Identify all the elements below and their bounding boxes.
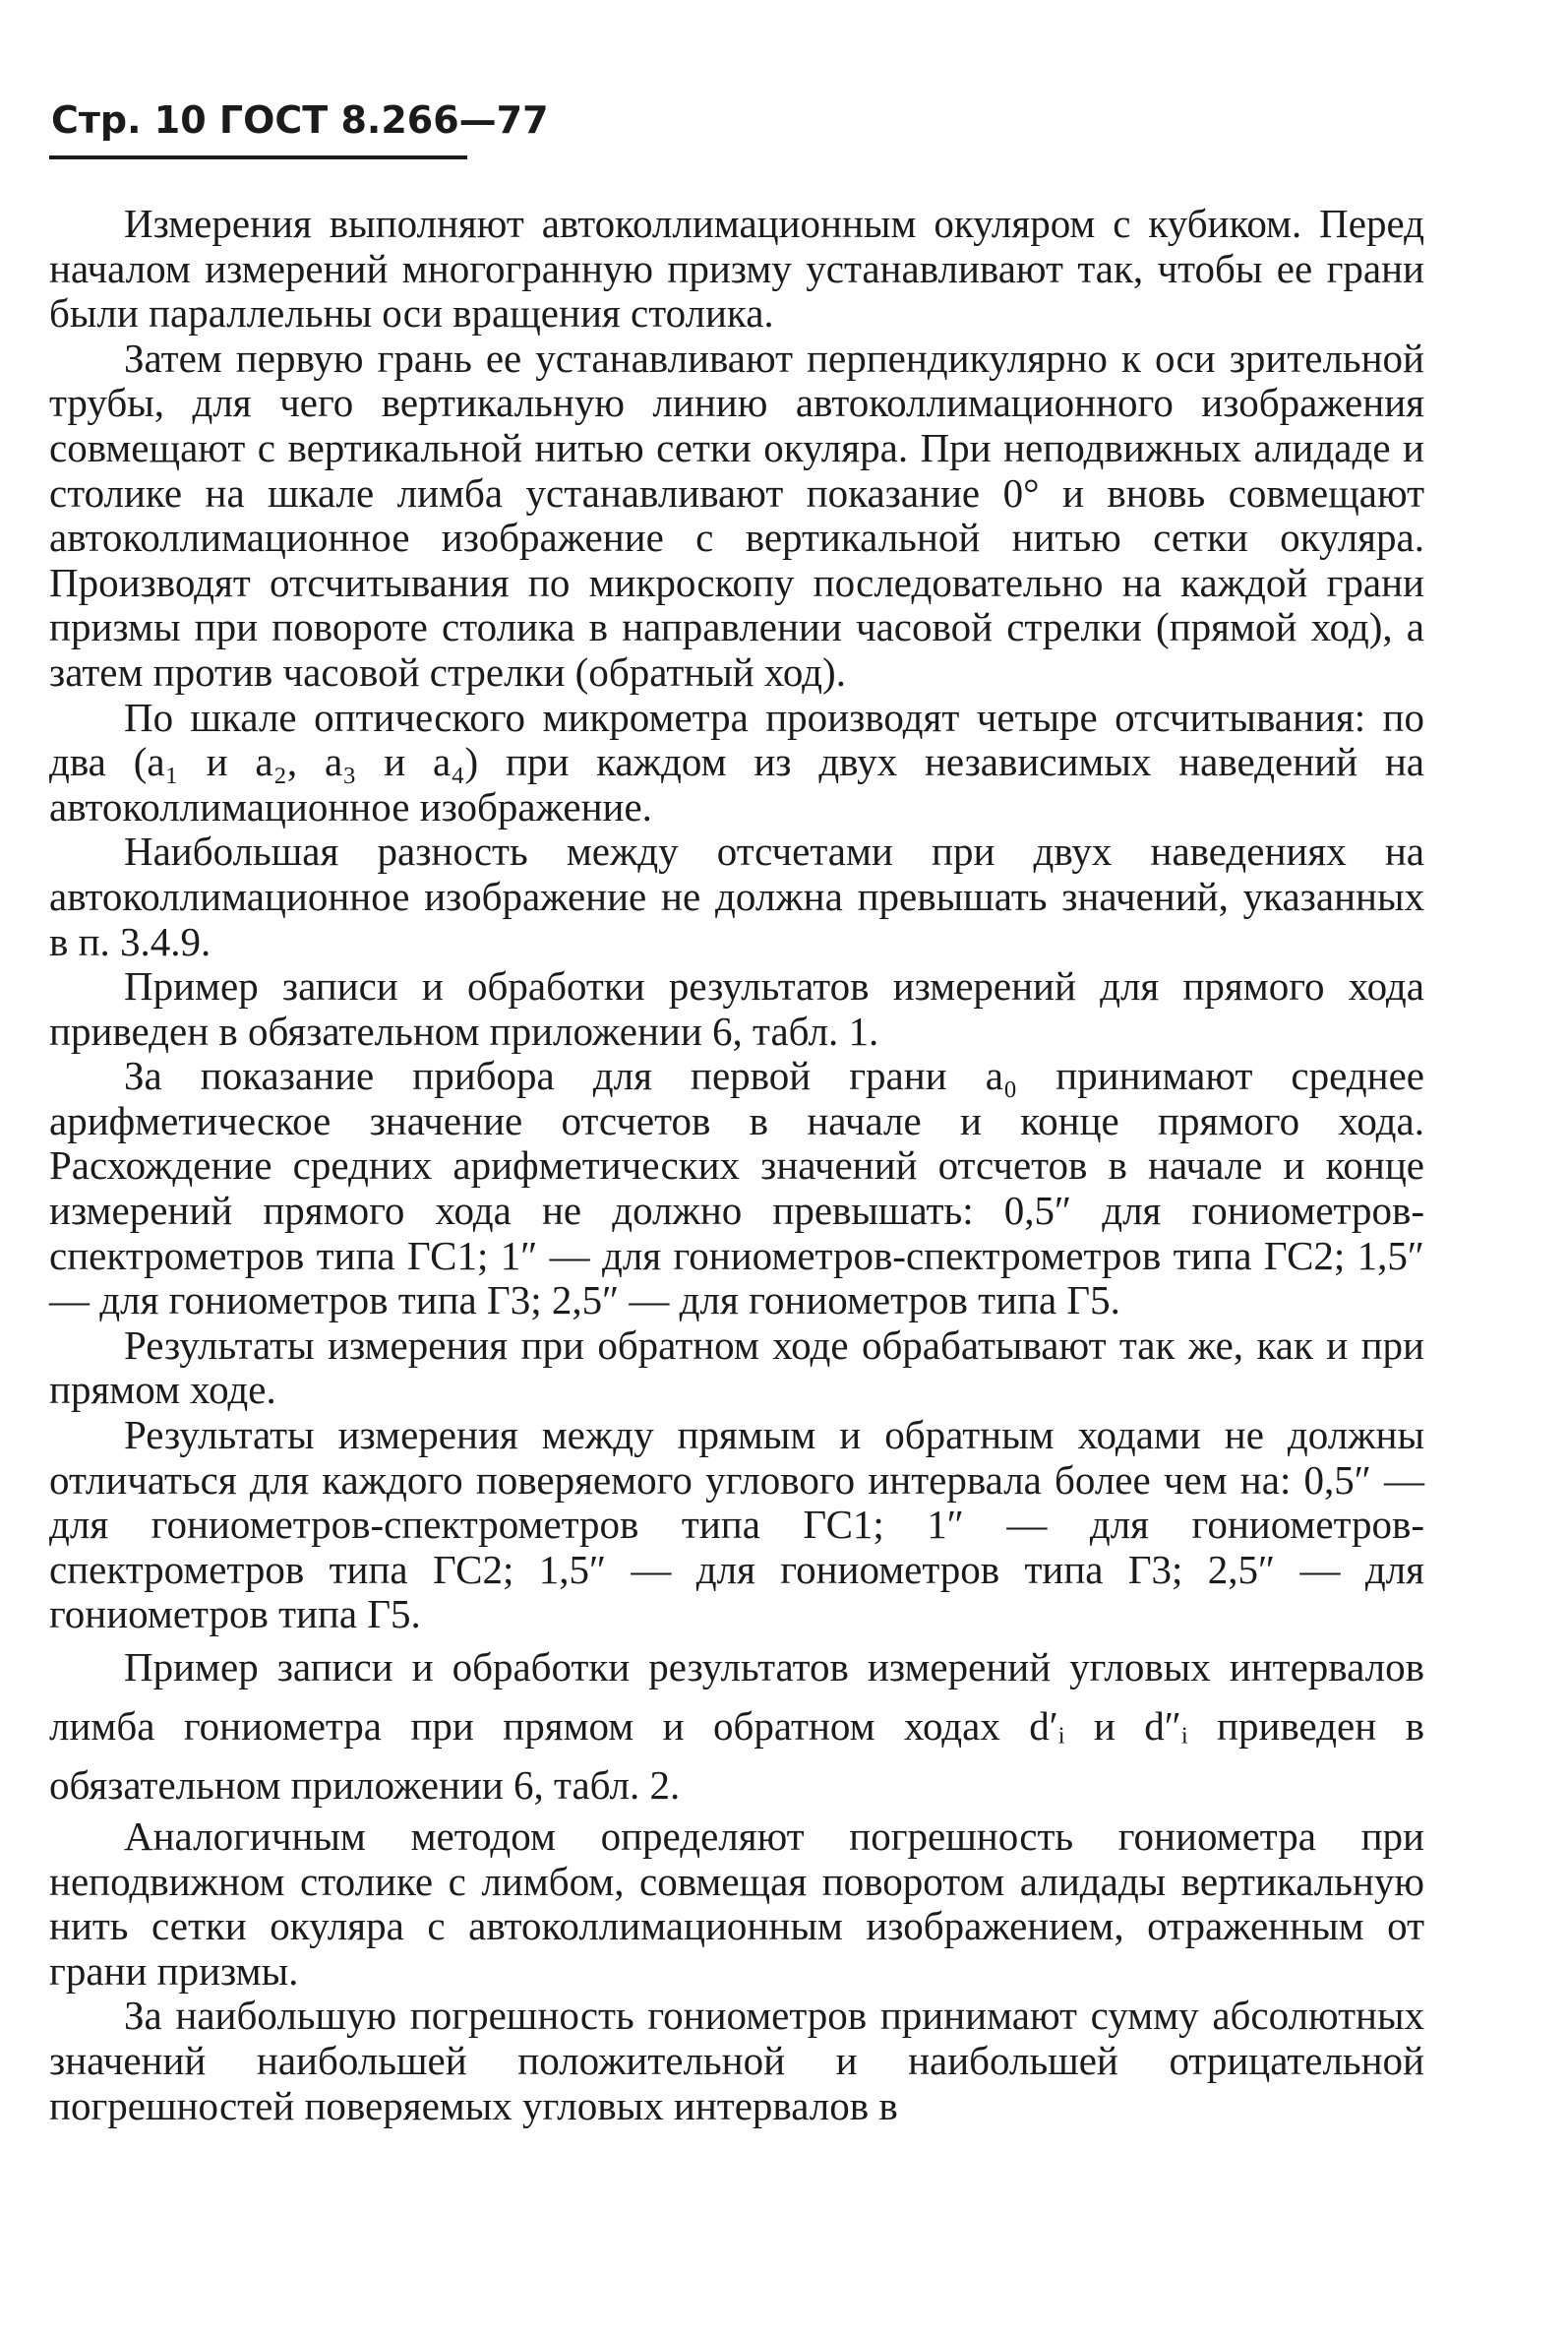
paragraph-7: Результаты измерения при обратном ходе обрабатывают так же, как и при прямом ходе.: [49, 1321, 1424, 1413]
paragraph-8: Результаты измерения между прямым и обратным ходами не должны отличаться для каждого поверяемого углового интервала более чем на: 0,5″ — для гониометров-спектрометров типа ГС1; 1″ — для гониометров-спектрометров типа ГС2; 1,5″ — для гониометров типа Г3; 2,5″ — для гониометров типа Г5.: [49, 1412, 1424, 1637]
paragraph-1: Измерения выполняют автоколлимационным окуляром с кубиком. Перед началом измерений многогранную призму устанавливают так, чтобы ее грани были параллельны оси вращения столика.: [49, 201, 1424, 337]
header-rule: [49, 155, 467, 159]
paragraph-4: Наибольшая разность между отсчетами при двух наведениях на автоколлимационное изображение не должна превышать значений, указанных в п. 3.4.9.: [49, 829, 1424, 964]
paragraph-2: Затем первую грань ее устанавливают перпендикулярно к оси зрительной трубы, для чего вертикальную линию автоколлимационного изображения совмещают с вертикальной нитью сетки окуляра. При неподвижных алидаде и столике на шкале лимба устанавливают показание 0° и вновь совмещают автоколлимационное изображение с вертикальной нитью сетки окуляра. Производят отсчитывания по микроскопу последовательно на каждой грани призмы при повороте столика в направлении часовой стрелки (прямой ход), а затем против часовой стрелки (обратный ход).: [49, 335, 1424, 695]
paragraph-5: Пример записи и обработки результатов измерений для прямого хода приведен в обязательном приложении 6, табл. 1.: [49, 963, 1424, 1054]
paragraph-6: За показание прибора для первой грани a₀ принимают среднее арифметическое значение отсчетов в начале и конце прямого хода. Расхождение средних арифметических значений отсчетов в начале и конце измерений прямого хода не должно превышать: 0,5″ для гониометров-спектрометров типа ГС1; 1″ — для гониометров-спектрометров типа ГС2; 1,5″ — для гониометров типа Г3; 2,5″ — для гониометров типа Г5.: [49, 1053, 1424, 1323]
paragraph-3: По шкале оптического микрометра производят четыре отсчитывания: по два (a₁ и a₂, a₃ и a₄) при каждом из двух независимых наведений на автоколлимационное изображение.: [49, 694, 1424, 830]
paragraph-9: Пример записи и обработки результатов измерений угловых интервалов лимба гониометра при прямом и обратном ходах d′ᵢ и d″ᵢ приведен в обязательном приложении 6, табл. 2.: [49, 1644, 1424, 1808]
paragraph-10: Аналогичным методом определяют погрешность гониометра при неподвижном столике с лимбом, совмещая поворотом алидады вертикальную нить сетки окуляра с автоколлимационным изображением, отраженным от грани призмы.: [49, 1813, 1424, 1994]
page-header: Стр. 10 ГОСТ 8.266—77: [51, 98, 549, 142]
paragraph-11: За наибольшую погрешность гониометров принимают сумму абсолютных значений наибольшей положительной и наибольшей отрицательной погрешностей поверяемых угловых интервалов в: [49, 1993, 1424, 2128]
body-text: [49, 202, 1424, 2128]
